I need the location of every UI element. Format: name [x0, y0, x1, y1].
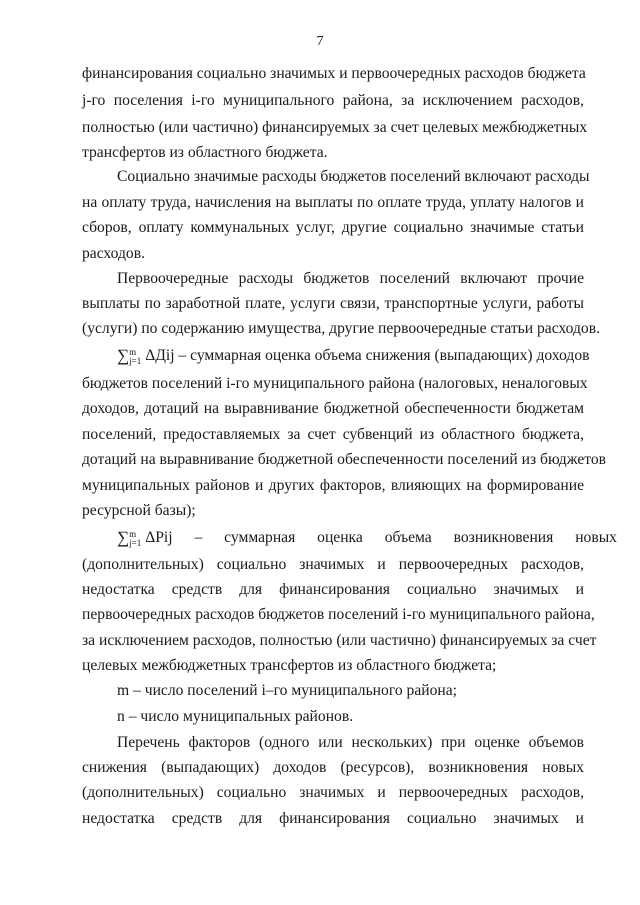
- text-line: снижения (выпадающих) доходов (ресурсов), возникновения новых: [82, 759, 584, 776]
- text-line: доходов, дотаций на выравнивание бюджетной обеспеченности бюджетам: [82, 400, 584, 417]
- text-line: трансфертов из областного бюджета.: [82, 144, 328, 161]
- text-line: n – число муниципальных районов.: [117, 708, 354, 725]
- text-line: дотаций на выравнивание бюджетной обеспеченности поселений из бюджетов: [82, 451, 607, 468]
- text-line: полностью (или частично) финансируемых за счет целевых межбюджетных: [82, 119, 588, 136]
- text-line: муниципальных районов и других факторов, влияющих на формирование: [82, 477, 584, 494]
- text-line: Социально значимые расходы бюджетов поселений включают расходы: [117, 168, 590, 185]
- formula-line-delta-p: [117, 528, 617, 549]
- text-line: недостатка средств для финансирования социально значимых и: [82, 810, 584, 827]
- text-line: ΔДij – суммарная оценка объема снижения (выпадающих) доходов: [145, 347, 590, 364]
- text-line: финансирования социально значимых и первоочередных расходов бюджета: [82, 65, 586, 82]
- text-line: первоочередных расходов бюджетов поселений i-го муниципального района,: [82, 606, 595, 623]
- text-line: j-го поселения i-го муниципального района, за исключением расходов,: [82, 92, 584, 109]
- text-line: поселений, предоставляемых за счет субвенций из областного бюджета,: [82, 426, 584, 443]
- text-line: (дополнительных) социально значимых и первоочередных расходов,: [82, 556, 584, 573]
- text-line: ресурсной базы);: [82, 502, 196, 519]
- text-line: Первоочередные расходы бюджетов поселений включают прочие: [117, 270, 584, 287]
- text-line: ΔPij – суммарная оценка объема возникновения новых: [145, 529, 617, 546]
- text-line: (дополнительных) социально значимых и первоочередных расходов,: [82, 784, 584, 801]
- sum-symbol: ∑ m j=1: [117, 346, 142, 367]
- text-line: за исключением расходов, полностью (или частично) финансируемых за счет: [82, 632, 597, 649]
- text-line: (услуги) по содержанию имущества, другие первоочередные статьи расходов.: [82, 320, 600, 337]
- text-line: m – число поселений i–го муниципального района;: [117, 682, 457, 699]
- text-line: выплаты по заработной плате, услуги связи, транспортные услуги, работы: [82, 295, 584, 312]
- text-line: сборов, оплату коммунальных услуг, другие социально значимые статьи: [82, 219, 584, 236]
- sum-symbol: ∑ m j=1: [117, 528, 142, 549]
- text-line: на оплату труда, начисления на выплаты по оплате труда, уплату налогов и: [82, 194, 584, 211]
- formula-line-delta-d: [117, 346, 590, 367]
- text-line: целевых межбюджетных трансфертов из областного бюджета;: [82, 657, 497, 674]
- page-number: 7: [316, 34, 324, 49]
- text-line: недостатка средств для финансирования социально значимых и: [82, 581, 584, 598]
- text-line: Перечень факторов (одного или нескольких) при оценке объемов: [117, 734, 584, 751]
- text-line: расходов.: [82, 245, 145, 262]
- text-line: бюджетов поселений i-го муниципального района (налоговых, неналоговых: [82, 375, 588, 392]
